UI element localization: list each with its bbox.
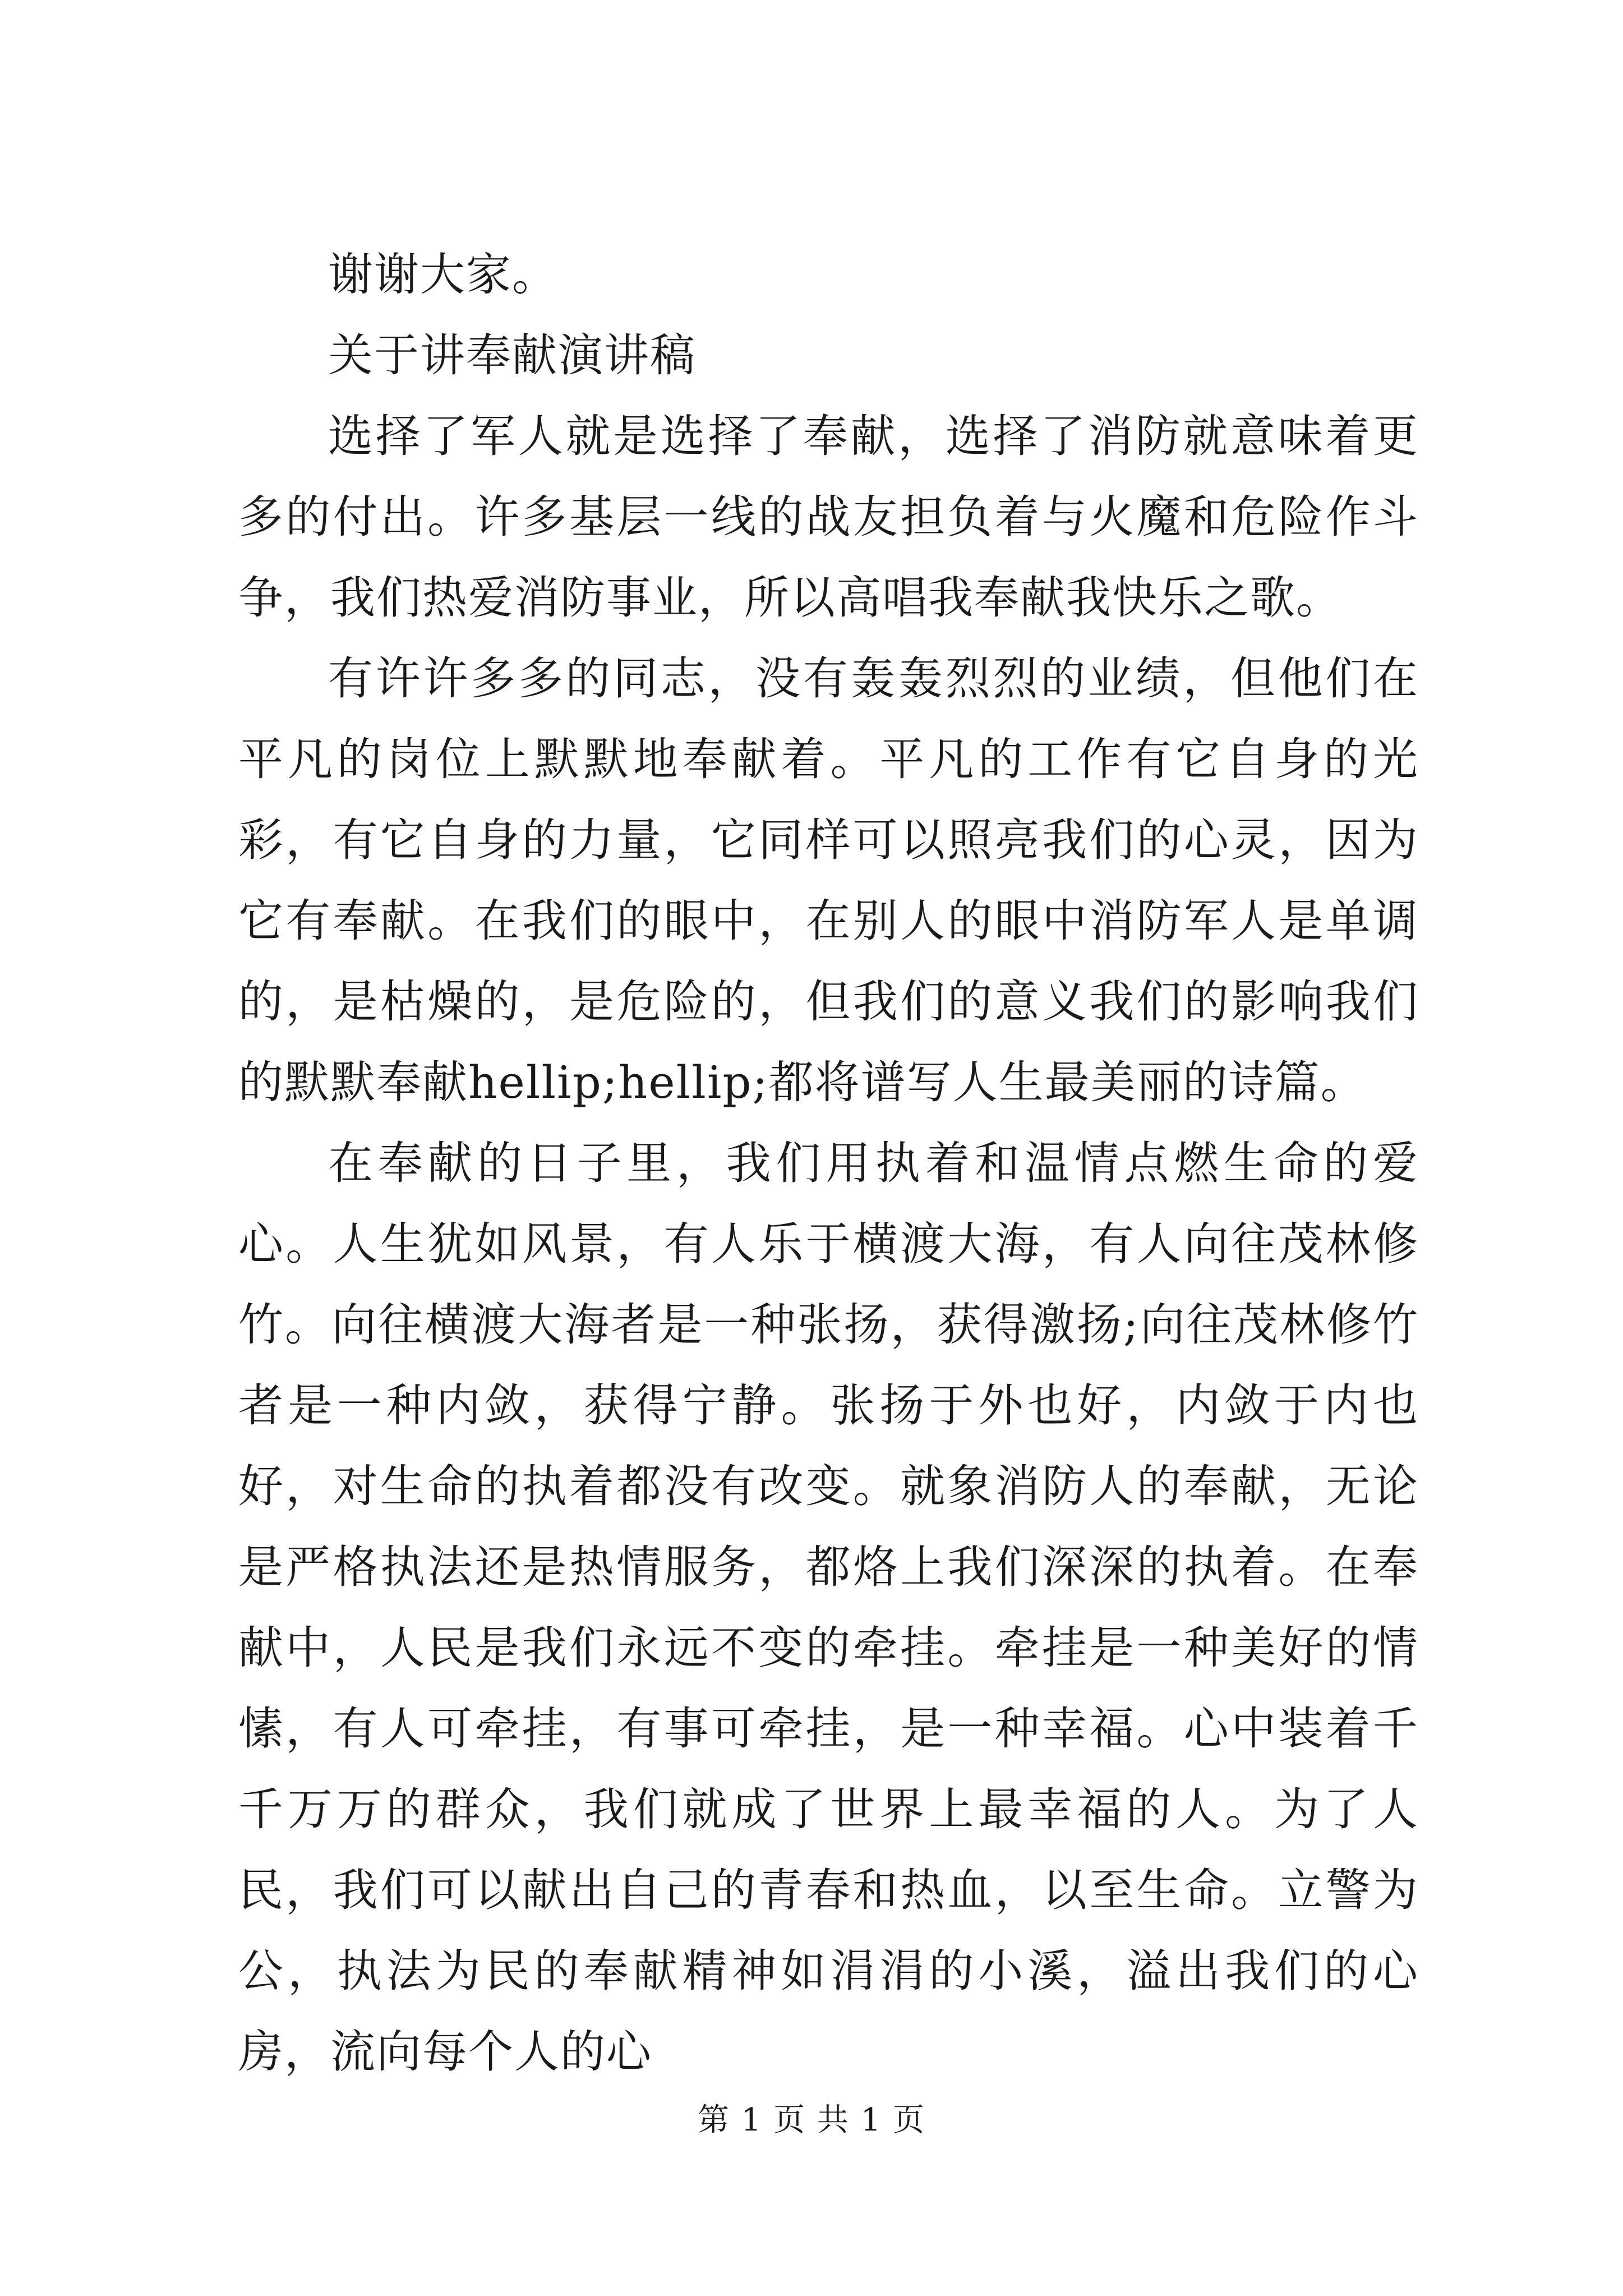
paragraph-1: 选择了军人就是选择了奉献，选择了消防就意味着更多的付出。许多基层一线的战友担负着与火魔和危险作斗争，我们热爱消防事业，所以高唱我奉献我快乐之歌。 <box>238 410 1419 624</box>
paragraph-thanks: 谢谢大家。 <box>328 249 558 301</box>
paragraph-2: 有许许多多的同志，没有轰轰烈烈的业绩，但他们在平凡的岗位上默默地奉献着。平凡的工作有它自身的光彩，有它自身的力量，它同样可以照亮我们的心灵，因为它有奉献。在我们的眼中，在别人的眼中消防军人是单调的，是枯燥的，是危险的，但我们的意义我们的影响我们的默默奉献hellip;hellip;都将谱写人生最美丽的诗篇。 <box>238 652 1419 1108</box>
paragraph-3: 在奉献的日子里，我们用执着和温情点燃生命的爱心。人生犹如风景，有人乐于横渡大海，有人向往茂林修竹。向往横渡大海者是一种张扬，获得激扬;向往茂林修竹者是一种内敛，获得宁静。张扬于外也好，内敛于内也好，对生命的执着都没有改变。就象消防人的奉献，无论是严格执法还是热情服务，都烙上我们深深的执着。在奉献中，人民是我们永远不变的牵挂。牵挂是一种美好的情愫，有人可牵挂，有事可牵挂，是一种幸福。心中装着千千万万的群众，我们就成了世界上最幸福的人。为了人民，我们可以献出自己的青春和热血，以至生命。立警为公，执法为民的奉献精神如涓涓的小溪，溢出我们的心房，流向每个人的心 <box>238 1137 1419 2078</box>
paragraph-title: 关于讲奉献演讲稿 <box>328 329 696 381</box>
page-footer: 第 1 页 共 1 页 <box>697 2102 926 2138</box>
document-body <box>238 234 1419 2092</box>
